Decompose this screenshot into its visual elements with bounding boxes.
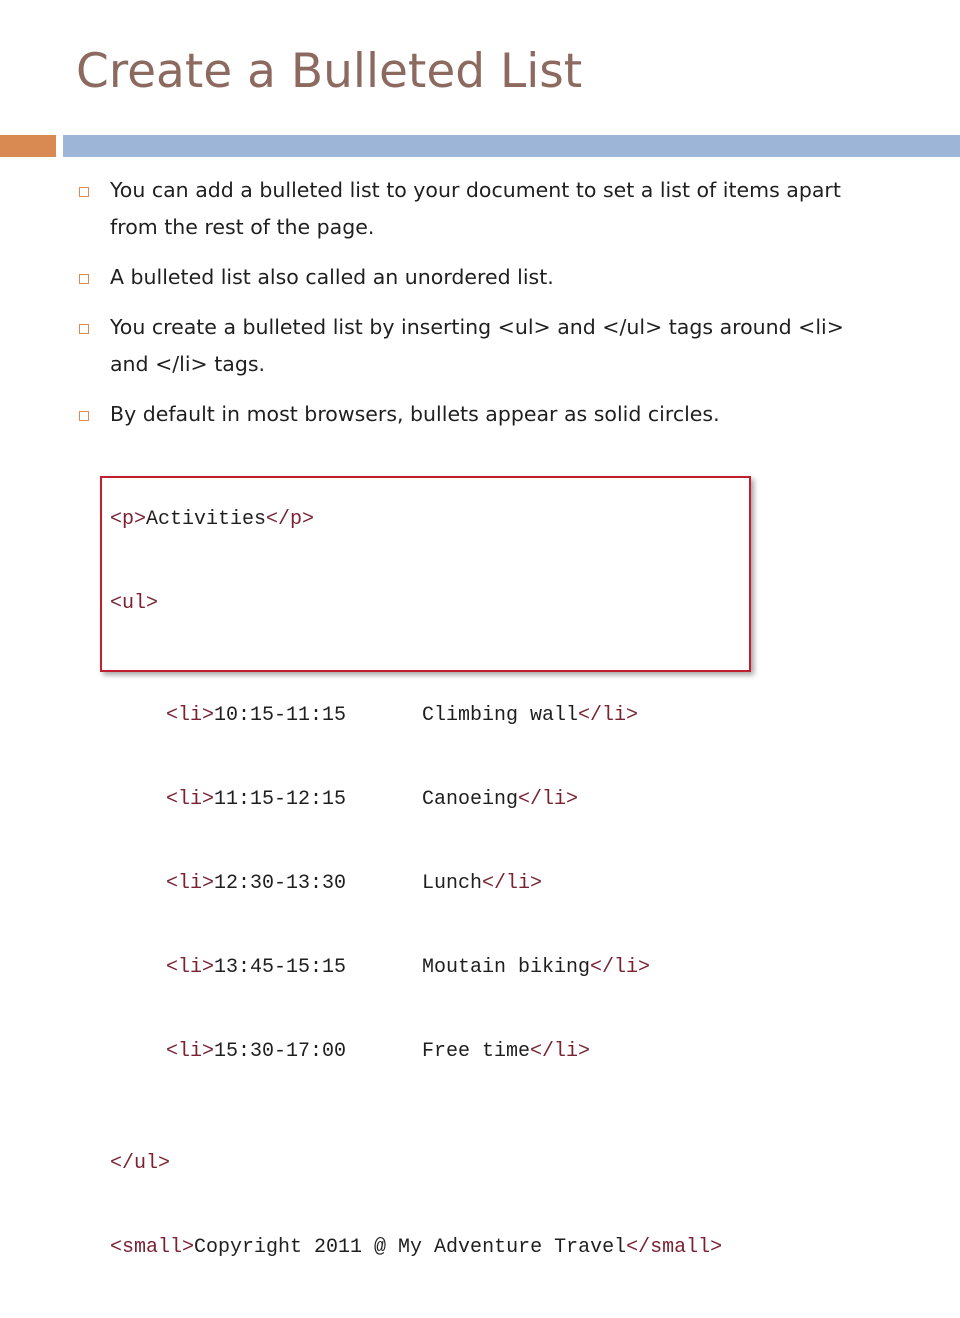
square-bullet-icon: [79, 411, 89, 421]
code-tag: </ul>: [110, 1152, 171, 1175]
code-tag: </li>: [482, 872, 543, 895]
code-text: Copyright 2011 @ My Adventure Travel: [194, 1236, 627, 1259]
title-accent-bar-orange: [0, 135, 56, 157]
bullet-item: [76, 396, 876, 433]
bullet-item: [76, 172, 876, 246]
code-tag: <li>: [166, 788, 215, 811]
code-tag: </small>: [626, 1236, 723, 1259]
code-example: [110, 450, 722, 1318]
code-tag: <li>: [166, 704, 215, 727]
square-bullet-icon: [79, 187, 89, 197]
slide-title: Create a Bulleted List: [76, 44, 583, 99]
bullet-list: [76, 172, 876, 446]
code-tag: </li>: [530, 1040, 591, 1063]
code-line-paragraph: [110, 506, 722, 534]
code-line-ul-open: [110, 590, 722, 618]
item-time: 10:15-11:15: [214, 704, 347, 727]
square-bullet-icon: [79, 274, 89, 284]
item-activity: Free time: [422, 1040, 531, 1063]
code-line-small: [110, 1234, 722, 1262]
item-time: 12:30-13:30: [214, 872, 347, 895]
bullet-item: [76, 259, 876, 296]
code-line-list-item: [110, 1038, 722, 1066]
code-tag: <ul>: [110, 592, 159, 615]
item-time: 15:30-17:00: [214, 1040, 347, 1063]
code-line-list-item: [110, 702, 722, 730]
code-tag: <li>: [166, 956, 215, 979]
bullet-text: By default in most browsers, bullets appear as solid circles.: [110, 402, 720, 426]
bullet-item: [76, 309, 876, 383]
code-tag: </li>: [578, 704, 639, 727]
bullet-text: A bulleted list also called an unordered list.: [110, 265, 554, 289]
item-activity: Moutain biking: [422, 956, 591, 979]
code-text: Activities: [146, 508, 267, 531]
code-line-list-item: [110, 786, 722, 814]
code-line-list-item: [110, 870, 722, 898]
code-line-list-item: [110, 954, 722, 982]
code-tag: </p>: [266, 508, 315, 531]
item-activity: Lunch: [422, 872, 483, 895]
square-bullet-icon: [79, 324, 89, 334]
code-tag: </li>: [518, 788, 579, 811]
bullet-text: You create a bulleted list by inserting <ul> and </ul> tags around <li> and </li> tags.: [110, 315, 844, 376]
item-activity: Climbing wall: [422, 704, 579, 727]
item-time: 13:45-15:15: [214, 956, 347, 979]
code-tag: <li>: [166, 872, 215, 895]
item-activity: Canoeing: [422, 788, 519, 811]
code-tag: <p>: [110, 508, 147, 531]
item-time: 11:15-12:15: [214, 788, 347, 811]
bullet-text: You can add a bulleted list to your document to set a list of items apart from the rest of the page.: [110, 178, 841, 239]
title-accent-bar-blue: [63, 135, 960, 157]
code-tag: </li>: [590, 956, 651, 979]
code-tag: <li>: [166, 1040, 215, 1063]
code-tag: <small>: [110, 1236, 195, 1259]
code-line-ul-close: [110, 1150, 722, 1178]
